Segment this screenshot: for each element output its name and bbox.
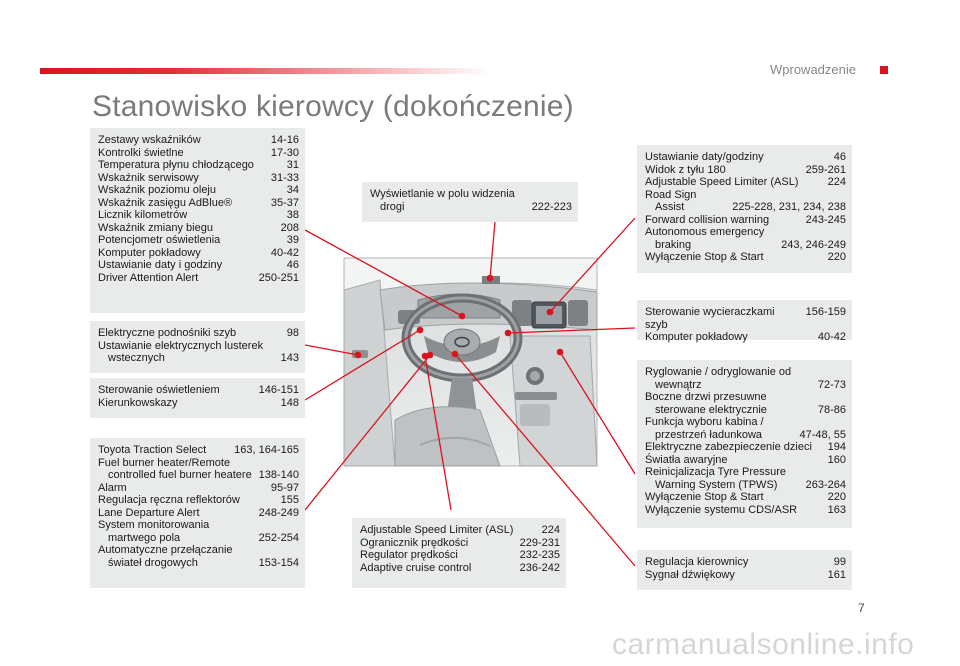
box-instruments: Zestawy wskaźników 14-16 Kontrolki świetlne 17-30 Temperatura płynu chłodzącego 31 Wskaźnik serwisowy 31-33 Wskaźnik poziomu oleju 34 Wskaźnik zasięgu AdBlue® 35-37 Licznik kilometrów 38 Wskaźnik zmiany biegu 208 Potencjometr oświetlenia 39 Komputer pokładowy 40-42 Ustawianie daty i godziny 46 Driver Attention Alert 250-251 <box>90 128 305 313</box>
box-steering: Regulacja kierownicy 99 Sygnał dźwiękowy 161 <box>637 550 852 590</box>
interior-drawing <box>344 258 597 466</box>
box-hud: Wyświetlanie w polu widzenia drogi 222-223 <box>362 182 578 222</box>
box-display: Ustawianie daty/godziny 46 Widok z tyłu 180 259-261 Adjustable Speed Limiter (ASL) 224 Road Sign Assist 225-228, 231, 234, 238 Forward collision warning 243-245 Autonomous emergency braking 243, 246-249 Wyłączenie Stop & Start 220 <box>637 145 852 273</box>
section-name: Wprowadzenie <box>770 62 856 77</box>
watermark: carmanualsonline.info <box>612 628 915 661</box>
box-locking: Ryglowanie / odryglowanie od wewnątrz 72-73 Boczne drzwi przesuwne sterowane elektrycznie 78-86 Funkcja wyboru kabina / przestrzeń ładunkowa 47-48, 55 Elektryczne zabezpieczenie dzieci 194 Światła awaryjne 160 Reinicjalizacja Tyre Pressure Warning System (TPWS) 263-264 Wyłączenie Stop & Start 220 Wyłączenie systemu CDS/ASR 163 <box>637 360 852 528</box>
page-number: 7 <box>858 601 865 615</box>
box-windows-mirrors: Elektryczne podnośniki szyb 98 Ustawianie elektrycznych lusterek wstecznych 143 <box>90 321 305 373</box>
page-title: Stanowisko kierowcy (dokończenie) <box>92 90 574 123</box>
box-systems: Toyota Traction Select 163, 164-165 Fuel burner heater/Remote controlled fuel burner heatere 138-140 Alarm 95-97 Regulacja ręczna reflektorów 155 Lane Departure Alert 248-249 System monitorowania martwego pola 252-254 Automatyczne przełączanie świateł drogowych 153-154 <box>90 438 305 588</box>
box-wipers: Sterowanie wycieraczkami szyb 156-159 Komputer pokładowy 40-42 <box>637 300 852 340</box>
box-speed: Adjustable Speed Limiter (ASL) 224 Ogranicznik prędkości 229-231 Regulator prędkości 232-235 Adaptive cruise control 236-242 <box>352 518 566 588</box>
box-lighting: Sterowanie oświetleniem 146-151 Kierunkowskazy 148 <box>90 378 305 418</box>
